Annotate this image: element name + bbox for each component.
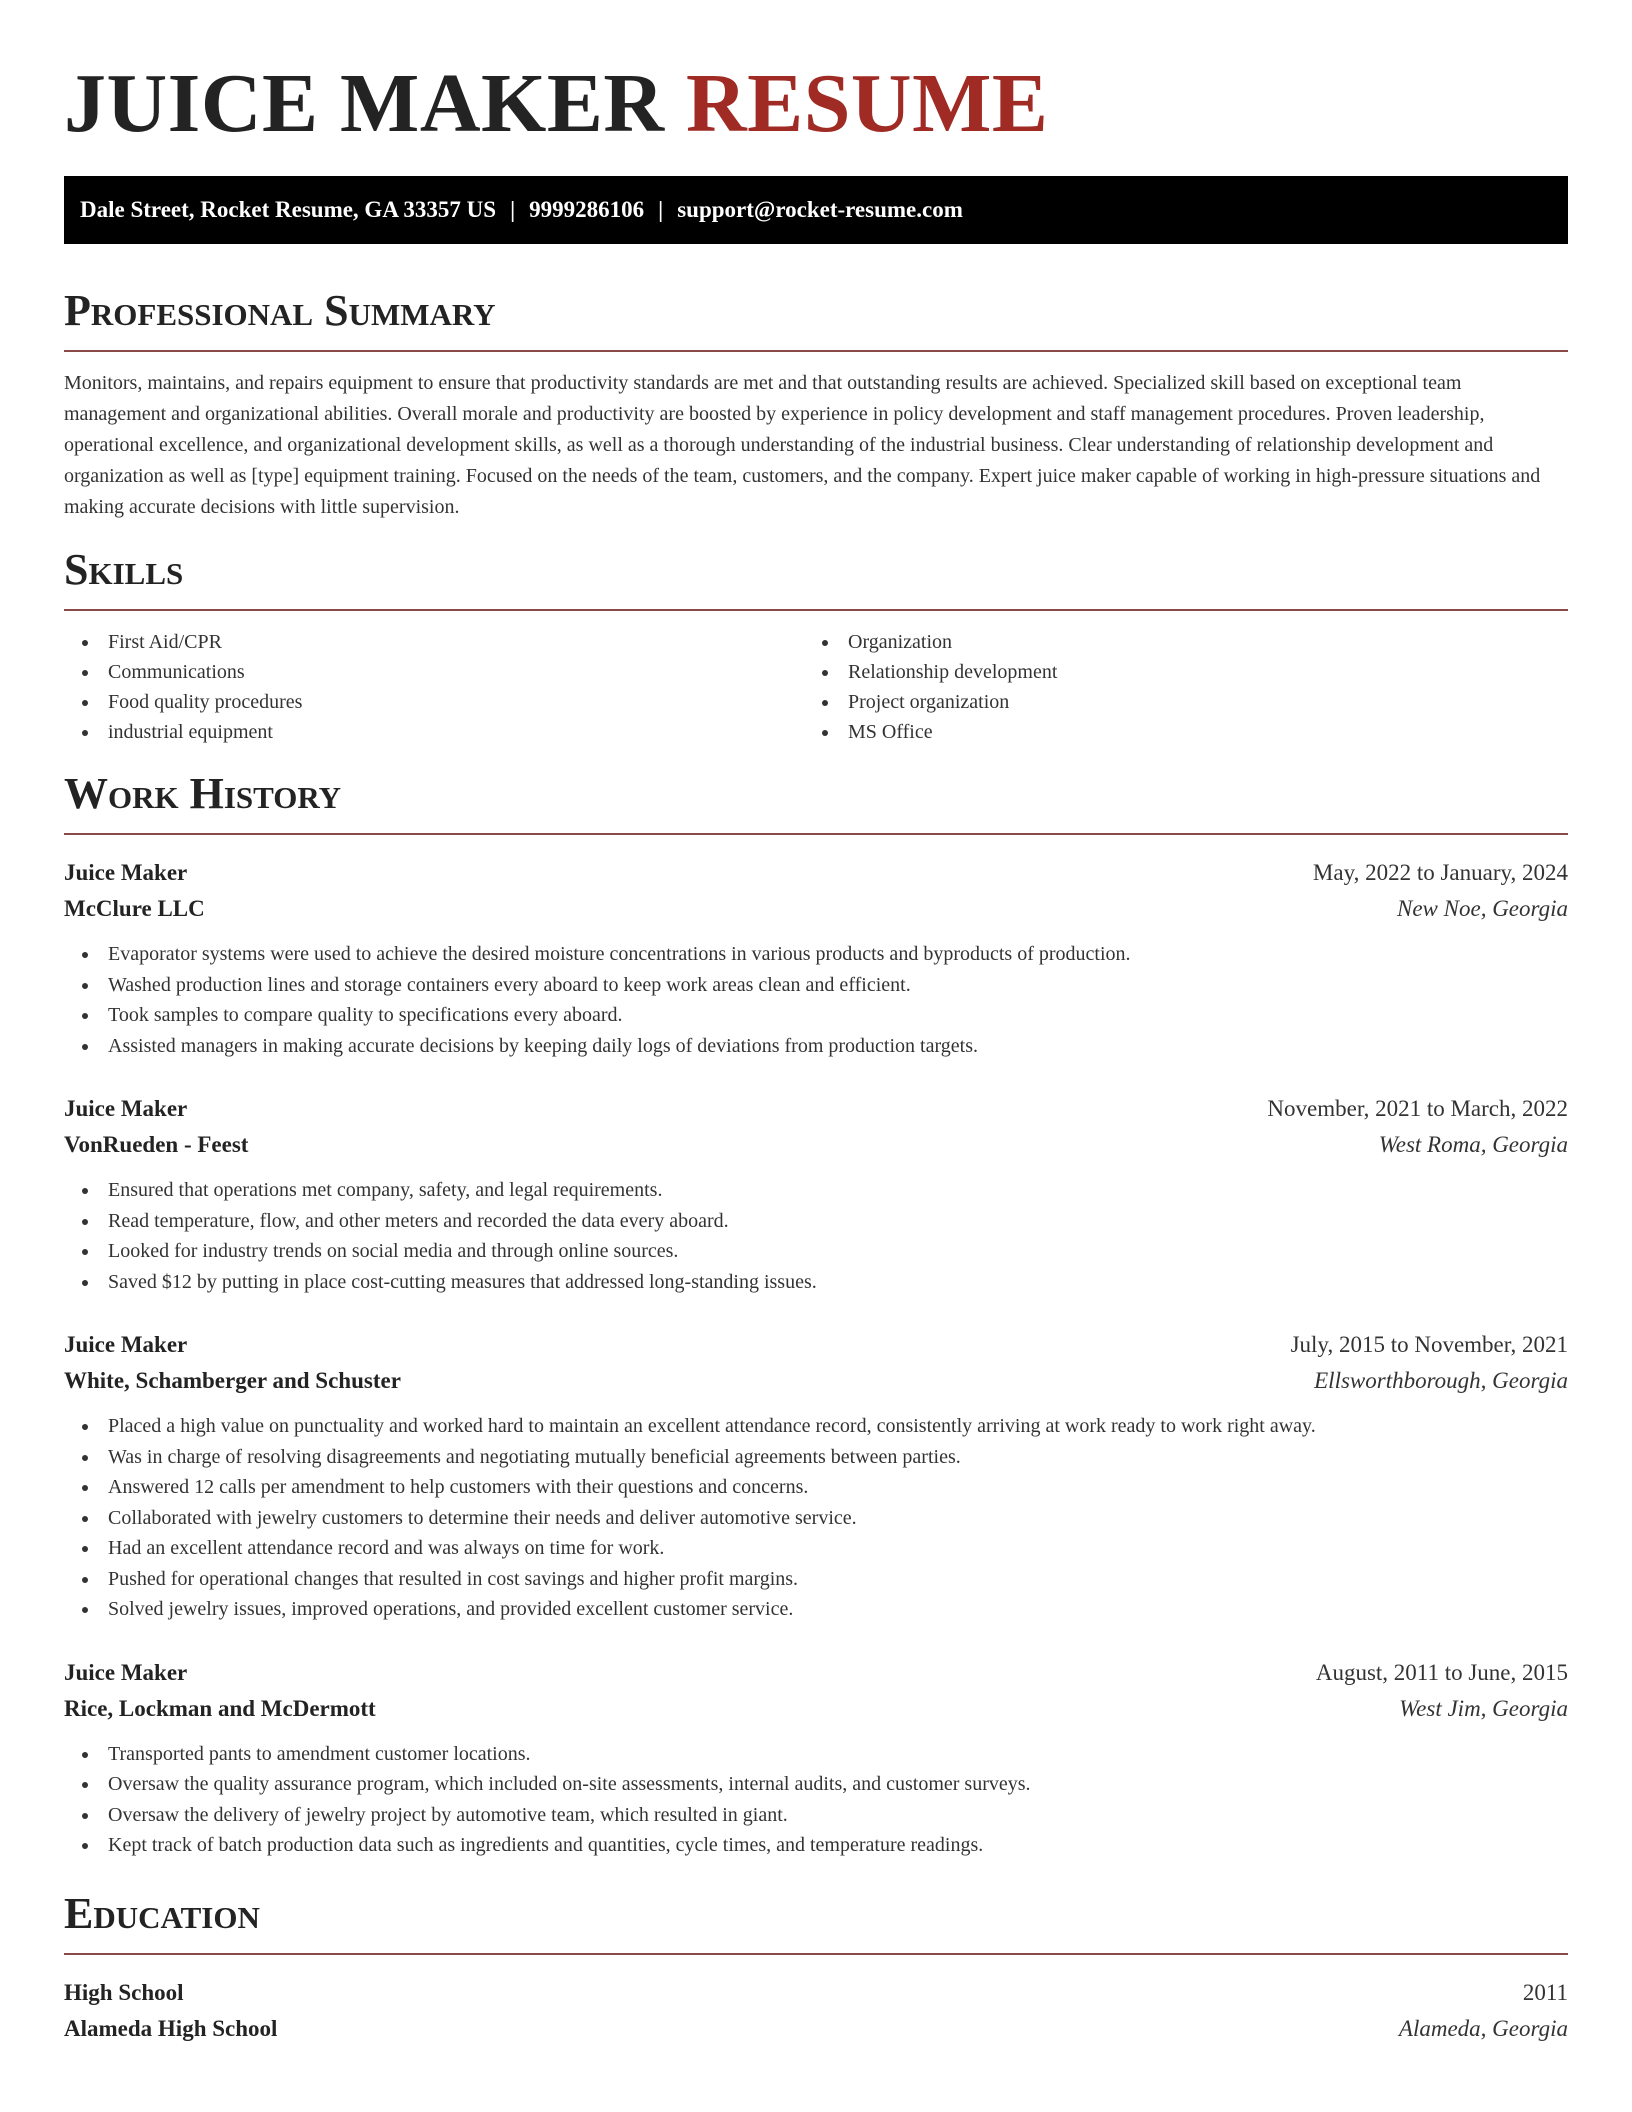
job-bullet: Took samples to compare quality to specifications every aboard. bbox=[64, 1000, 1568, 1031]
job-header-row bbox=[64, 1655, 1568, 1691]
skill-item: Organization bbox=[804, 627, 1544, 657]
education-degree: High School bbox=[64, 1979, 184, 2005]
section-divider bbox=[64, 350, 1568, 352]
section-title-work-history: Work History bbox=[64, 769, 342, 818]
contact-separator: | bbox=[658, 197, 664, 222]
job-entry bbox=[64, 1091, 1568, 1297]
job-company: VonRueden - Feest bbox=[64, 1132, 249, 1157]
resume-title bbox=[64, 0, 1568, 176]
job-bullet: Solved jewelry issues, improved operations, and provided excellent customer service. bbox=[64, 1594, 1568, 1625]
job-company-row bbox=[64, 1363, 1568, 1399]
job-bullet: Answered 12 calls per amendment to help customers with their questions and concerns. bbox=[64, 1472, 1568, 1503]
job-company: Rice, Lockman and McDermott bbox=[64, 1695, 376, 1721]
job-company-row bbox=[64, 1127, 1568, 1163]
job-bullet: Pushed for operational changes that resulted in cost savings and higher profit margins. bbox=[64, 1564, 1568, 1595]
skill-item: industrial equipment bbox=[64, 717, 804, 747]
job-bullets bbox=[64, 1411, 1568, 1625]
job-header-row bbox=[64, 1091, 1568, 1127]
job-entry bbox=[64, 855, 1568, 1061]
job-bullet: Transported pants to amendment customer locations. bbox=[64, 1739, 1568, 1770]
contact-bar bbox=[64, 176, 1568, 244]
section-divider bbox=[64, 609, 1568, 611]
skill-item: MS Office bbox=[804, 717, 1544, 747]
education-entry bbox=[64, 1975, 1568, 2047]
job-bullets bbox=[64, 939, 1568, 1061]
job-entry bbox=[64, 1655, 1568, 1861]
job-header-row bbox=[64, 1327, 1568, 1363]
job-role: Juice Maker bbox=[64, 860, 188, 885]
job-company-row bbox=[64, 891, 1568, 927]
job-role: Juice Maker bbox=[64, 1659, 188, 1685]
job-location: New Noe, Georgia bbox=[1397, 896, 1568, 921]
job-bullet: Was in charge of resolving disagreements and negotiating mutually beneficial agreements between parties. bbox=[64, 1442, 1568, 1473]
section-title-education: Education bbox=[64, 1888, 260, 1938]
job-header-row bbox=[64, 855, 1568, 891]
skills-column-right bbox=[804, 627, 1544, 747]
job-bullet: Evaporator systems were used to achieve the desired moisture concentrations in various products and byproducts of production. bbox=[64, 939, 1568, 970]
job-bullets bbox=[64, 1175, 1568, 1297]
title-main: JUICE MAKER bbox=[64, 57, 665, 150]
job-bullet: Kept track of batch production data such as ingredients and quantities, cycle times, and temperature readings. bbox=[64, 1830, 1568, 1861]
skill-item: Project organization bbox=[804, 687, 1544, 717]
job-company: White, Schamberger and Schuster bbox=[64, 1368, 401, 1393]
title-accent: RESUME bbox=[686, 57, 1049, 150]
job-dates: May, 2022 to January, 2024 bbox=[1312, 860, 1568, 885]
job-bullet: Looked for industry trends on social media and through online sources. bbox=[64, 1236, 1568, 1267]
education-header-row bbox=[64, 1975, 1568, 2011]
skill-item: First Aid/CPR bbox=[64, 627, 804, 657]
job-bullets bbox=[64, 1739, 1568, 1861]
job-dates: November, 2021 to March, 2022 bbox=[1267, 1096, 1568, 1121]
job-bullet: Oversaw the delivery of jewelry project by automotive team, which resulted in giant. bbox=[64, 1800, 1568, 1831]
job-bullet: Placed a high value on punctuality and worked hard to maintain an excellent attendance record, consistently arriving at work ready to work right away. bbox=[64, 1411, 1568, 1442]
job-bullet: Had an excellent attendance record and was always on time for work. bbox=[64, 1533, 1568, 1564]
job-dates: August, 2011 to June, 2015 bbox=[1315, 1659, 1568, 1685]
skills-column-left bbox=[64, 627, 804, 747]
job-bullet: Read temperature, flow, and other meters and recorded the data every aboard. bbox=[64, 1206, 1568, 1237]
job-location: West Roma, Georgia bbox=[1378, 1132, 1568, 1157]
job-bullet: Oversaw the quality assurance program, which included on-site assessments, internal audits, and customer surveys. bbox=[64, 1769, 1568, 1800]
contact-email: support@rocket-resume.com bbox=[677, 197, 963, 222]
skill-item: Food quality procedures bbox=[64, 687, 804, 717]
section-title-summary: Professional Summary bbox=[64, 286, 496, 335]
education-year: 2011 bbox=[1522, 1979, 1568, 2005]
job-location: West Jim, Georgia bbox=[1399, 1695, 1568, 1721]
contact-address: Dale Street, Rocket Resume, GA 33357 US bbox=[80, 197, 497, 222]
job-bullet: Saved $12 by putting in place cost-cutting measures that addressed long-standing issues. bbox=[64, 1267, 1568, 1298]
summary-text: Monitors, maintains, and repairs equipment to ensure that productivity standards are met and that outstanding results are achieved. Specialized skill based on exceptional team management and organizational abilities. Overall morale and productivity are boosted by experience in policy development and staff management procedures. Proven leadership, operational excellence, and organizational development skills, as well as a thorough understanding of the industrial business. Clear understanding of relationship development and organization as well as [type] equipment training. Focused on the needs of the team, customers, and the company. Expert juice maker capable of working in high-pressure situations and making accurate decisions with little supervision. bbox=[64, 372, 1541, 518]
section-divider bbox=[64, 833, 1568, 835]
job-company-row bbox=[64, 1691, 1568, 1727]
skill-item: Communications bbox=[64, 657, 804, 687]
education-school: Alameda High School bbox=[64, 2015, 278, 2041]
job-entry bbox=[64, 1327, 1568, 1625]
job-bullet: Ensured that operations met company, safety, and legal requirements. bbox=[64, 1175, 1568, 1206]
job-role: Juice Maker bbox=[64, 1096, 188, 1121]
job-dates: July, 2015 to November, 2021 bbox=[1290, 1332, 1568, 1357]
job-bullet: Collaborated with jewelry customers to determine their needs and deliver automotive service. bbox=[64, 1503, 1568, 1534]
section-divider bbox=[64, 1953, 1568, 1955]
skills-list bbox=[64, 627, 1568, 747]
job-bullet: Assisted managers in making accurate decisions by keeping daily logs of deviations from production targets. bbox=[64, 1031, 1568, 1062]
education-location: Alameda, Georgia bbox=[1398, 2015, 1568, 2041]
skill-item: Relationship development bbox=[804, 657, 1544, 687]
education-school-row bbox=[64, 2011, 1568, 2047]
job-role: Juice Maker bbox=[64, 1332, 188, 1357]
section-title-skills: Skills bbox=[64, 545, 184, 594]
job-bullet: Washed production lines and storage containers every aboard to keep work areas clean and efficient. bbox=[64, 970, 1568, 1001]
job-company: McClure LLC bbox=[64, 896, 205, 921]
job-location: Ellsworthborough, Georgia bbox=[1314, 1368, 1568, 1393]
contact-separator: | bbox=[510, 197, 516, 222]
contact-phone: 9999286106 bbox=[529, 197, 645, 222]
